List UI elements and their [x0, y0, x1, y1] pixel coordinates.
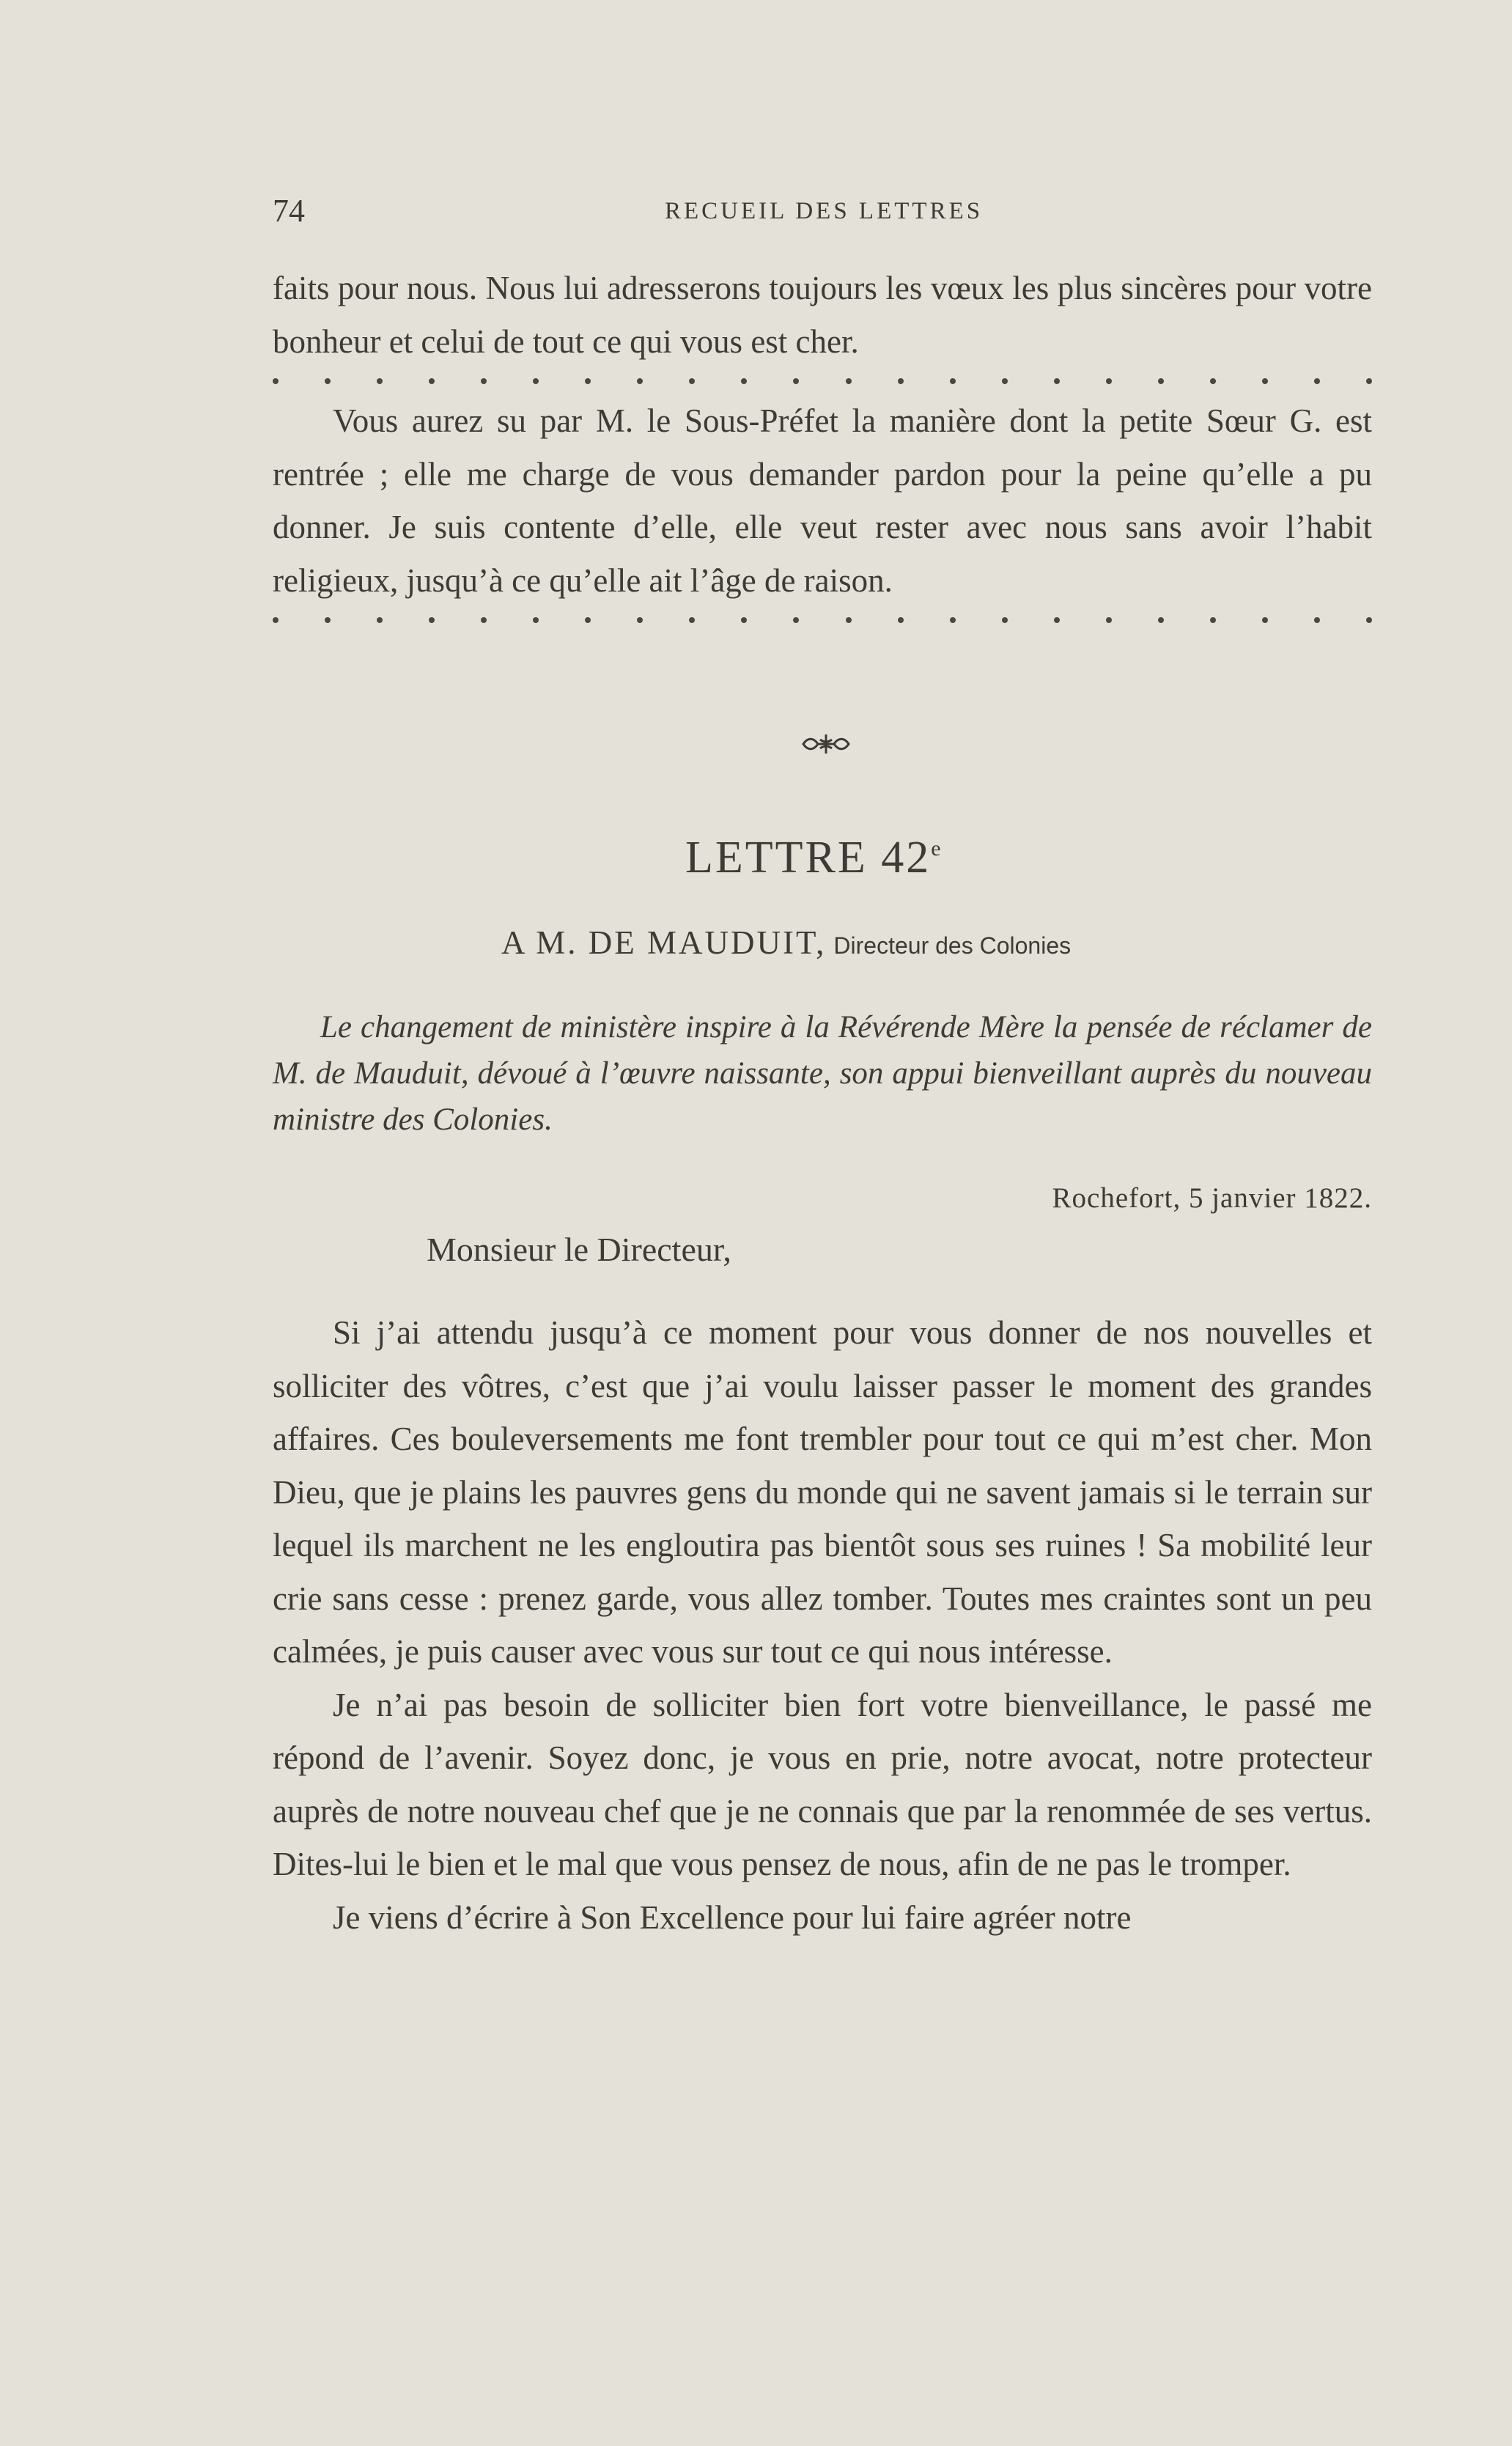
- ellipsis-dot: [585, 378, 591, 384]
- ellipsis-dot: [1210, 617, 1216, 623]
- ellipsis-dot: [950, 617, 956, 623]
- letter-title-text: LETTRE 42: [685, 833, 932, 883]
- ellipsis-dot: [585, 617, 591, 623]
- body-paragraph-3: Je viens d’écrire à Son Excellence pour lui faire agréer notre: [333, 1898, 1132, 1936]
- ellipsis-dot: [637, 617, 643, 623]
- ellipsis-dot: [325, 378, 331, 384]
- addressee: [501, 924, 1071, 962]
- ellipsis-dot: [325, 617, 331, 623]
- ellipsis-dot: [846, 617, 852, 623]
- ellipsis-dot: [1366, 617, 1372, 623]
- fleuron-ornament-icon: [800, 732, 852, 756]
- ellipsis-dot: [481, 617, 487, 623]
- letter-title-suffix: e: [931, 836, 943, 861]
- ellipsis-dot: [846, 378, 852, 384]
- ellipsis-dot: [273, 378, 279, 384]
- paragraph-second: Vous aurez su par M. le Sous-Préfet la manière dont la petite Sœur G. est rentrée ; elle me charge de vous demander pardon pour la peine qu’elle a pu donner. Je suis contente d’elle, elle veut rester avec nous sans avoir l’habit religieux, jusqu’à ce qu’elle ait l’âge de raison.: [273, 402, 1372, 599]
- ellipsis-dot: [898, 378, 904, 384]
- running-head: [273, 192, 1372, 229]
- ellipsis-dot: [898, 617, 904, 623]
- ellipsis-row-2: [273, 607, 1372, 633]
- ellipsis-dot: [429, 617, 435, 623]
- ellipsis-dot: [1158, 617, 1164, 623]
- ellipsis-dot: [793, 617, 799, 623]
- running-title: RECUEIL DES LETTRES: [665, 198, 984, 224]
- ellipsis-dot: [689, 617, 695, 623]
- ellipsis-dot: [1262, 378, 1268, 384]
- addressee-name: A M. DE MAUDUIT,: [501, 924, 827, 961]
- continuation-text: [273, 262, 1372, 633]
- ellipsis-dot: [1210, 378, 1216, 384]
- ellipsis-dot: [1106, 617, 1112, 623]
- ellipsis-dot: [429, 378, 435, 384]
- ellipsis-dot: [950, 378, 956, 384]
- ellipsis-dot: [689, 378, 695, 384]
- body-paragraph-2: Je n’ai pas besoin de solliciter bien fort votre bienveillance, le passé me répond de l’avenir. Soyez donc, je vous en prie, notre avocat, notre protecteur auprès de notre nouveau chef que je ne connais que par la renommée de ses vertus. Dites-lui le bien et le mal que vous pensez de nous, afin de ne pas le tromper.: [273, 1686, 1372, 1882]
- ellipsis-dot: [377, 617, 383, 623]
- ellipsis-dot: [1054, 617, 1060, 623]
- ellipsis-dot: [741, 378, 747, 384]
- ellipsis-dot: [1106, 378, 1112, 384]
- paragraph-end: faits pour nous. Nous lui adresserons toujours les vœux les plus sincères pour votre bonheur et celui de tout ce qui vous est cher.: [273, 270, 1372, 360]
- ellipsis-dot: [1054, 378, 1060, 384]
- ellipsis-dot: [1366, 378, 1372, 384]
- letter-header: [273, 1182, 1372, 1277]
- ellipsis-dot: [377, 378, 383, 384]
- ellipsis-dot: [273, 617, 279, 623]
- page-number: 74: [273, 193, 305, 229]
- ellipsis-dot: [1002, 378, 1008, 384]
- ellipsis-dot: [1314, 378, 1320, 384]
- ellipsis-dot: [1158, 378, 1164, 384]
- ellipsis-dot: [637, 378, 643, 384]
- salutation: Monsieur le Directeur,: [427, 1231, 731, 1268]
- letter-summary-block: [273, 1004, 1372, 1143]
- letter-title: [685, 832, 943, 884]
- ellipsis-row-1: [273, 368, 1372, 394]
- ellipsis-dot: [741, 617, 747, 623]
- body-paragraph-1: Si j’ai attendu jusqu’à ce moment pour vous donner de nos nouvelles et solliciter des vôtres, c’est que j’ai voulu laisser passer le moment des grandes affaires. Ces bouleversements me font trembler pour tout ce qui m’est cher. Mon Dieu, que je plains les pauvres gens du monde qui ne savent jamais si le terrain sur lequel ils marchent ne les engloutira pas bientôt sous ses ruines ! Sa mobilité leur crie sans cesse : prenez garde, vous allez tomber. Toutes mes craintes sont un peu calmées, je puis causer avec vous sur tout ce qui nous intéresse.: [273, 1314, 1372, 1670]
- addressee-title: Directeur des Colonies: [833, 932, 1072, 959]
- ellipsis-dot: [533, 617, 539, 623]
- letter-body: [273, 1306, 1372, 1944]
- ellipsis-dot: [1002, 617, 1008, 623]
- letter-summary: Le changement de ministère inspire à la Révérende Mère la pensée de réclamer de M. de Mauduit, dévoué à l’œuvre naissante, son appui bienveillant auprès du nouveau ministre des Colonies.: [273, 1010, 1372, 1137]
- ellipsis-dot: [481, 378, 487, 384]
- ellipsis-dot: [1314, 617, 1320, 623]
- ellipsis-dot: [533, 378, 539, 384]
- ellipsis-dot: [1262, 617, 1268, 623]
- place-date: Rochefort, 5 janvier 1822.: [1052, 1182, 1372, 1214]
- ellipsis-dot: [793, 378, 799, 384]
